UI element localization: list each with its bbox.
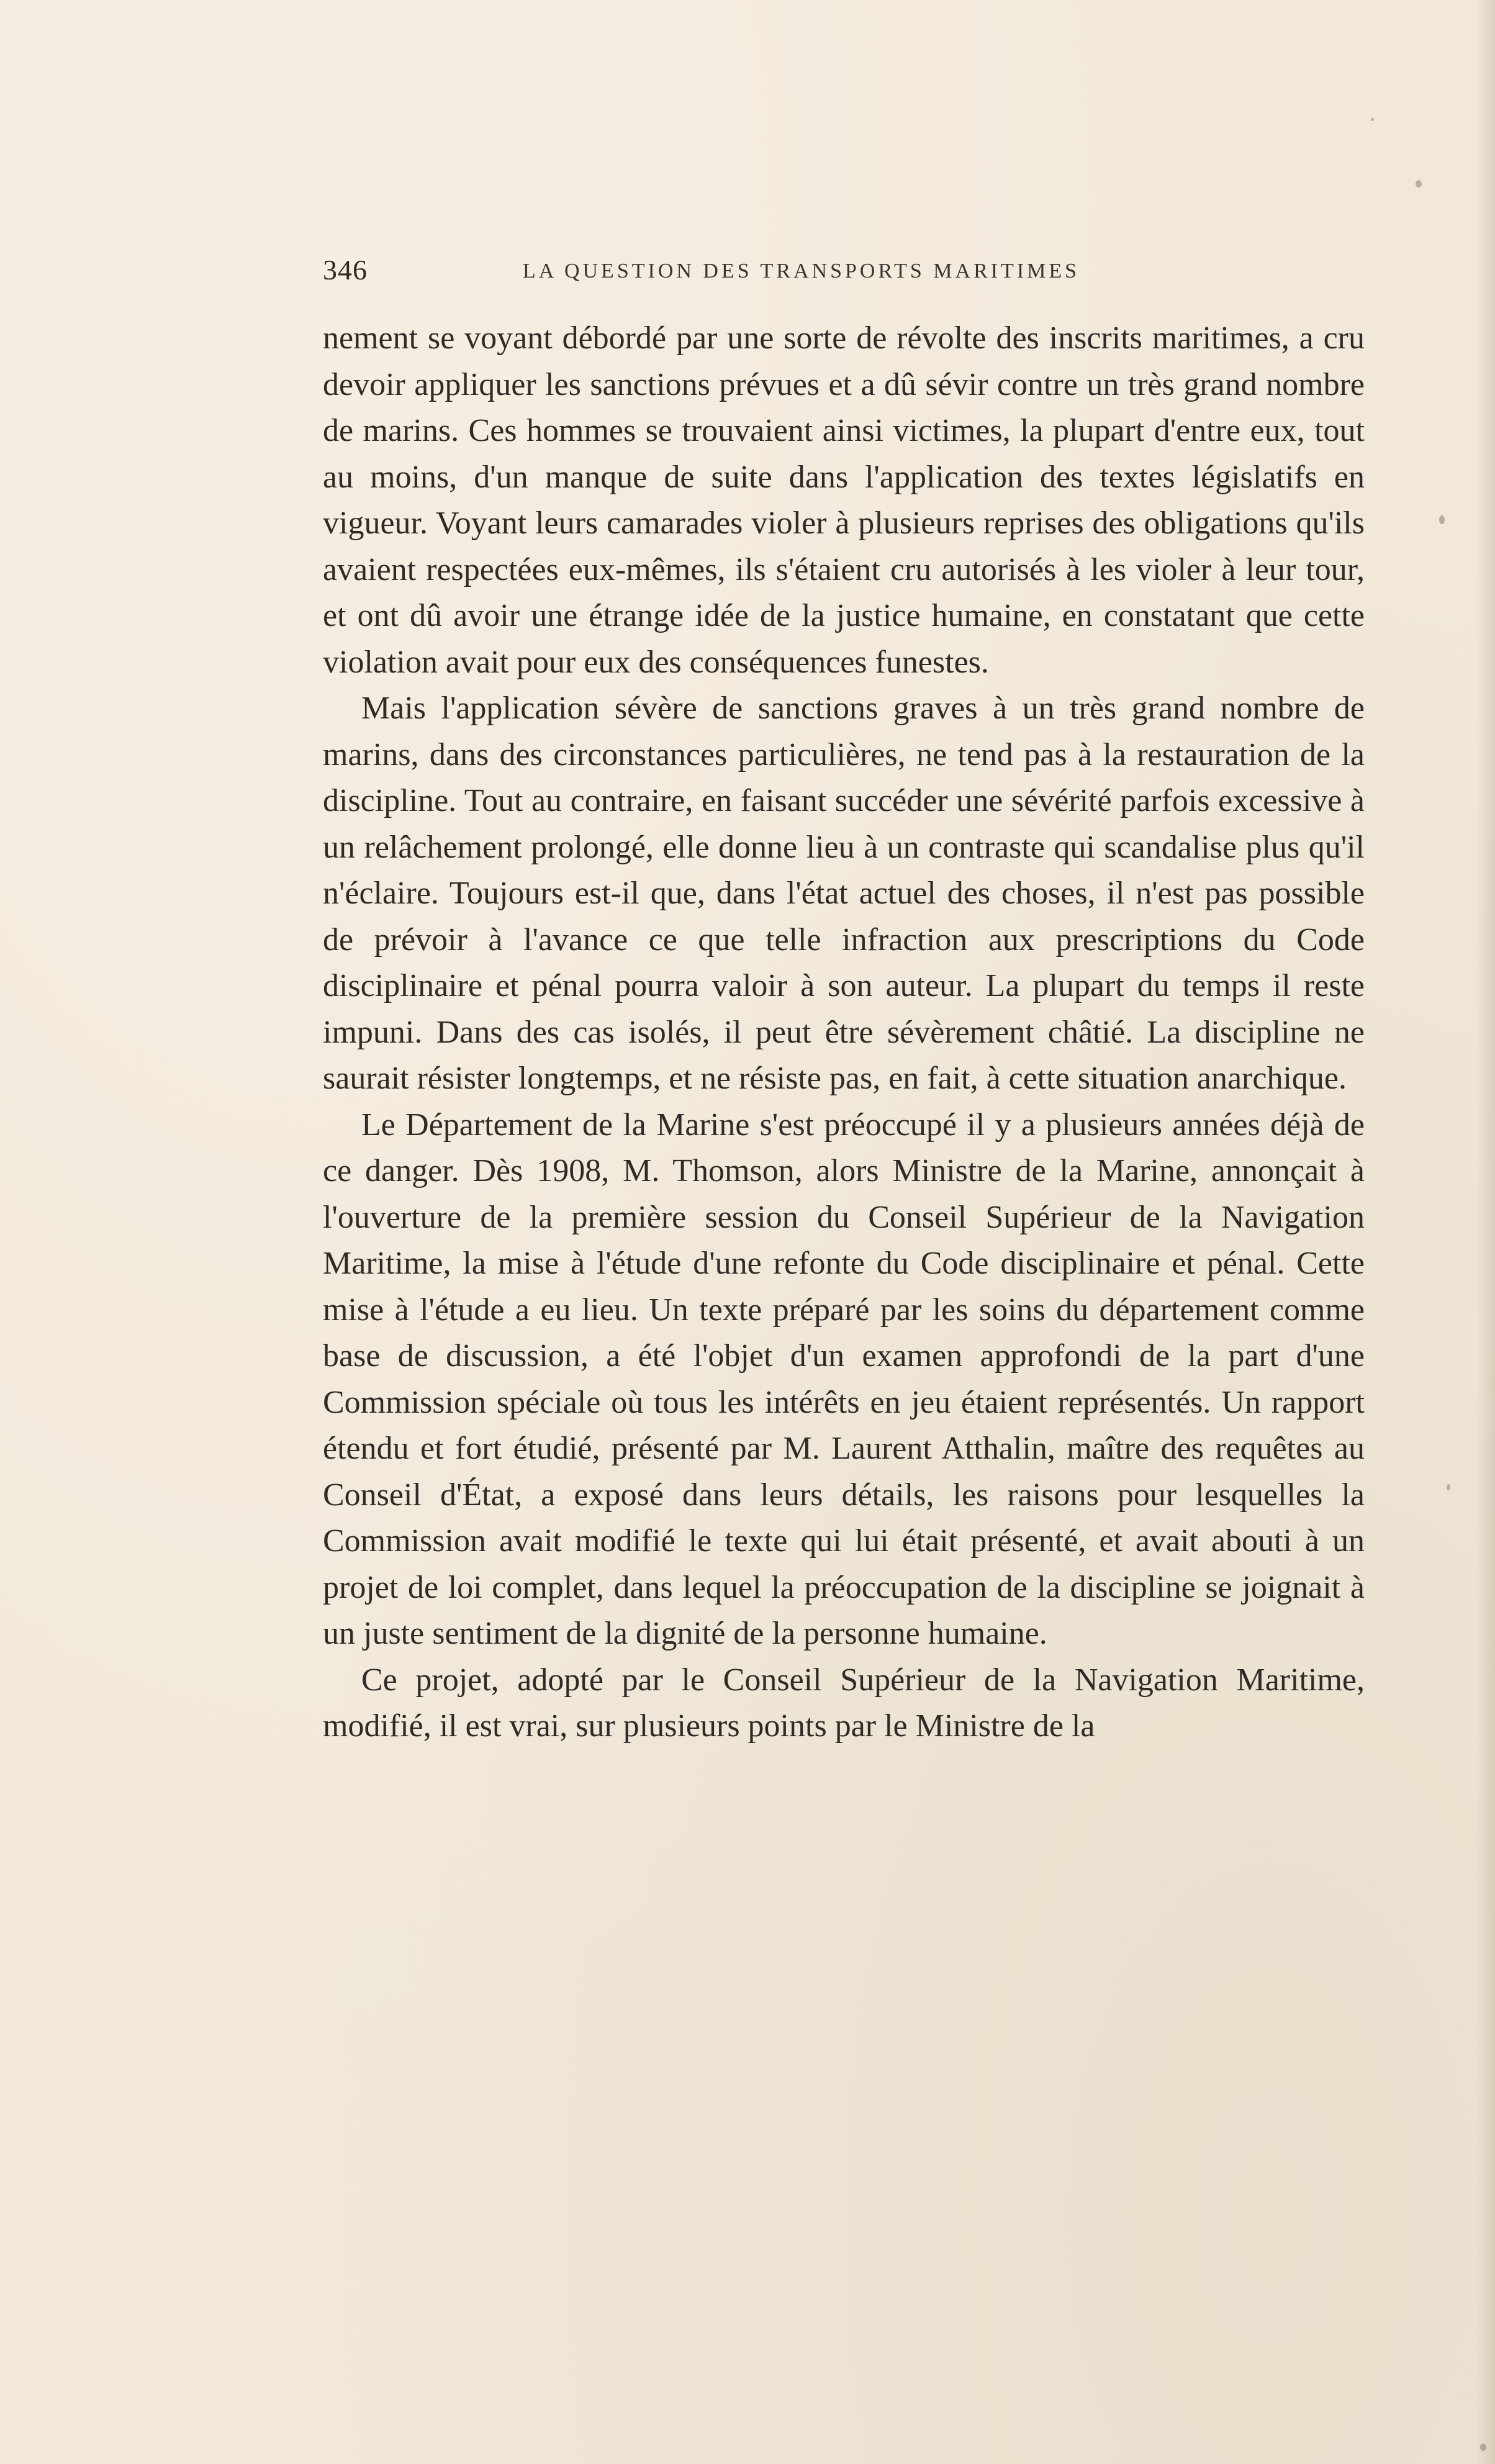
paper-speck	[1439, 515, 1445, 524]
page-header	[323, 253, 1366, 293]
page-number: 346	[323, 254, 368, 286]
paragraph-3: Le Département de la Marine s'est préoccupé il y a plusieurs années déjà de ce danger. Dès 1908, M. Thomson, alors Ministre de la Marine, annonçait à l'ouverture de la première session du Conseil Supérieur de la Navigation Maritime, la mise à l'étude d'une refonte du Code disciplinaire et pénal. Cette mise à l'étude a eu lieu. Un texte préparé par les soins du département comme base de discussion, a été l'objet d'un examen approfondi de la part d'une Commission spéciale où tous les intérêts en jeu étaient représentés. Un rapport étendu et fort étudié, présenté par M. Laurent Atthalin, maître des requêtes au Conseil d'État, a exposé dans leurs détails, les raisons pour lesquelles la Commission avait modifié le texte qui lui était présenté, et avait abouti à un projet de loi complet, dans lequel la préoccupation de la discipline se joignait à un juste sentiment de la dignité de la personne humaine.	[323, 1107, 1365, 1651]
body-text	[323, 315, 1365, 2048]
paper-speck	[1416, 180, 1422, 188]
paper-speck	[1480, 2444, 1486, 2451]
paper-speck	[1447, 1484, 1450, 1490]
paper-speck	[1371, 118, 1374, 121]
paragraph-1: nement se voyant débordé par une sorte de révolte des inscrits maritimes, a cru devoir appliquer les sanctions prévues et a dû sévir contre un très grand nombre de marins. Ces hommes se trouvaient ainsi victimes, la plupart d'entre eux, tout au moins, d'un manque de suite dans l'application des textes législatifs en vigueur. Voyant leurs camarades violer à plusieurs reprises des obligations qu'ils avaient respectées eux-mêmes, ils s'étaient cru autorisés à les violer à leur tour, et ont dû avoir une étrange idée de la justice humaine, en constatant que cette violation avait pour eux des conséquences funestes.	[323, 320, 1365, 680]
paragraph-4: Ce projet, adopté par le Conseil Supérieur de la Navigation Maritime, modifié, il est vrai, sur plusieurs points par le Ministre de la	[323, 1662, 1365, 1744]
running-title: LA QUESTION DES TRANSPORTS MARITIMES	[523, 260, 1080, 283]
paragraph-2: Mais l'application sévère de sanctions graves à un très grand nombre de marins, dans des circonstances particulières, ne tend pas à la restauration de la discipline. Tout au contraire, en faisant succéder une sévérité parfois excessive à un relâchement prolongé, elle donne lieu à un contraste qui scandalise plus qu'il n'éclaire. Toujours est-il que, dans l'état actuel des choses, il n'est pas possible de prévoir à l'avance ce que telle infraction aux prescriptions du Code disciplinaire et pénal pourra valoir à son auteur. La plupart du temps il reste impuni. Dans des cas isolés, il peut être sévèrement châtié. La discipline ne saurait résister longtemps, et ne résiste pas, en fait, à cette situation anarchique.	[323, 691, 1365, 1096]
page-edge-shadow	[1476, 0, 1495, 2464]
